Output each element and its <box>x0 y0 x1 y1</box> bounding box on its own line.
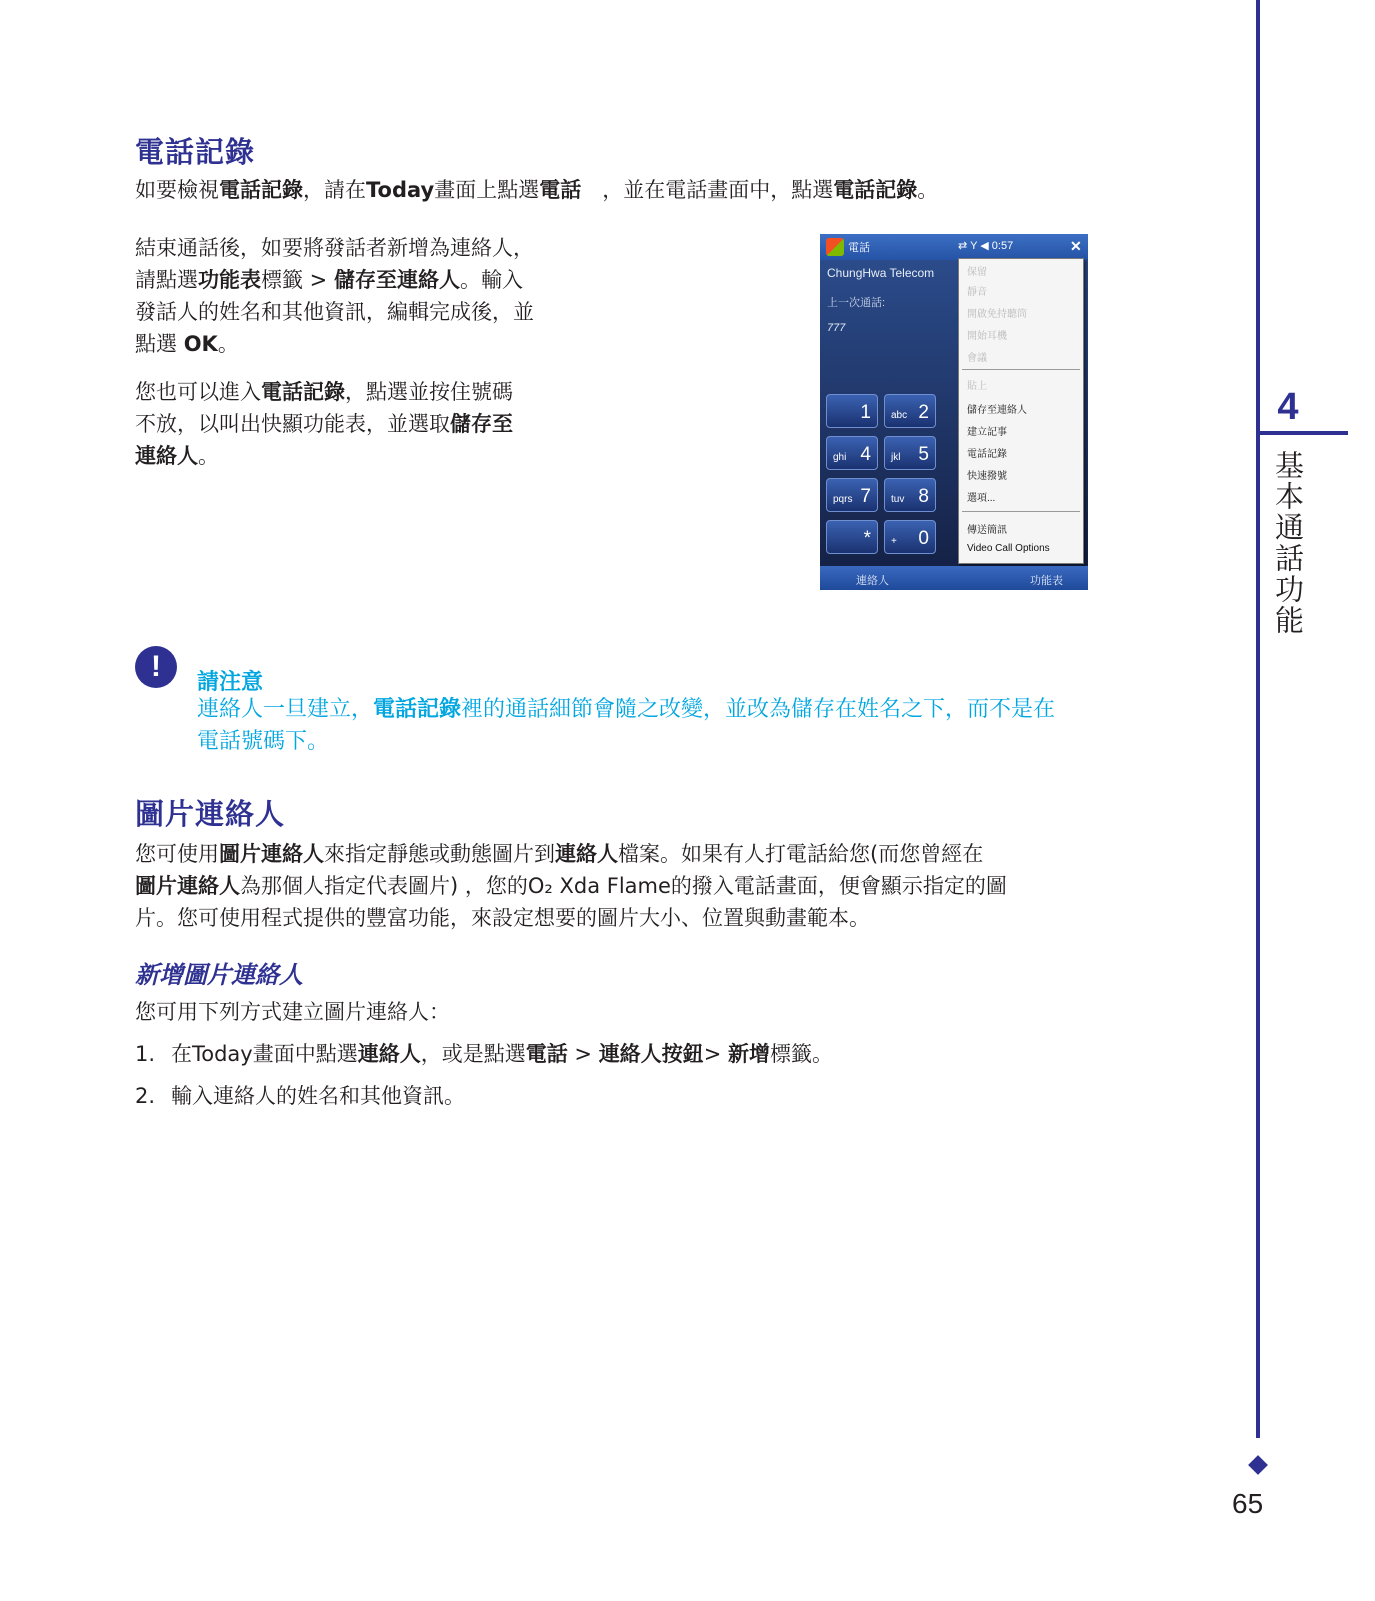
menu-divider <box>962 369 1080 370</box>
text: 點選 <box>135 332 184 356</box>
keypad-key <box>826 520 878 554</box>
text-line: 發話人的姓名和其他資訊，編輯完成後，並 <box>135 300 534 324</box>
context-menu-paragraph <box>135 376 513 472</box>
save-contact-paragraph <box>135 232 534 360</box>
text: ，或是點選 <box>420 1042 526 1066</box>
menu-item: 儲存至連絡人 <box>967 405 1027 416</box>
picture-contacts-paragraph <box>135 838 1007 934</box>
text-line <box>135 838 1007 870</box>
last-call-number: 777 <box>827 322 846 334</box>
key-letters: tuv <box>891 494 905 505</box>
bold-text: 電話記錄 <box>833 178 918 202</box>
chapter-rule-vertical <box>1256 0 1260 1438</box>
bold-text: 儲存至 <box>450 412 513 436</box>
key-letters: jkl <box>891 452 901 463</box>
bold-text: 電話 <box>525 1042 568 1066</box>
bold-text: 連絡人 <box>555 842 618 866</box>
text-line <box>135 264 534 296</box>
text: > <box>703 1042 728 1066</box>
bold-text: 儲存至連絡人 <box>333 268 460 292</box>
step-number: 2. <box>135 1084 156 1108</box>
text: 輸入連絡人的姓名和其他資訊。 <box>171 1084 465 1108</box>
page-number: 65 <box>1232 1488 1264 1519</box>
bold-text: 新增 <box>727 1042 770 1066</box>
menu-item-disabled: 貼上 <box>967 381 987 392</box>
keypad-key <box>884 520 936 554</box>
menu-item: 建立記事 <box>967 427 1007 438</box>
last-call-label: 上一次通話: <box>827 297 886 309</box>
text: 標籤 > <box>261 268 334 292</box>
key-digit: 4 <box>860 444 871 465</box>
menu-item-disabled: 靜音 <box>967 287 987 298</box>
text-line <box>135 408 513 440</box>
text: 來指定靜態或動態圖片到 <box>324 842 555 866</box>
key-letters: abc <box>891 410 908 421</box>
bold-text: 連絡人 <box>135 444 198 468</box>
text: > <box>567 1042 599 1066</box>
menu-item: 電話記錄 <box>967 449 1007 460</box>
keypad-key <box>826 478 878 512</box>
section-heading-picture-contacts: 圖片連絡人 <box>135 797 286 831</box>
menu-item: 快速撥號 <box>967 471 1007 482</box>
text: 在Today畫面中點選 <box>171 1042 358 1066</box>
bold-text: 電話記錄 <box>219 178 303 202</box>
bold-text: 圖片連絡人 <box>135 874 240 898</box>
chapter-number: 4 <box>1277 386 1299 428</box>
key-digit: * <box>863 528 871 549</box>
note-text <box>197 694 1227 758</box>
chapter-rule-horizontal <box>1256 431 1348 435</box>
section-heading-call-history: 電話記錄 <box>135 135 256 169</box>
bold-text: 連絡人按鈕 <box>598 1042 704 1066</box>
text: 您可使用 <box>135 842 219 866</box>
text: ，並在電話畫面中，點選 <box>581 178 834 202</box>
text-line <box>135 440 513 472</box>
text: 。 <box>217 332 239 356</box>
text: ，點選並按住號碼 <box>345 380 513 404</box>
key-digit: 2 <box>918 402 929 423</box>
menu-item: 傳送簡訊 <box>967 525 1007 536</box>
phone-screenshot <box>820 234 1088 590</box>
menu-item: 選項... <box>967 493 996 504</box>
status-icons: ⇄ Y ◀ 0:57 <box>958 240 1014 252</box>
key-letters: pqrs <box>833 494 853 505</box>
step-2 <box>135 1080 465 1112</box>
windows-start-icon <box>826 238 844 256</box>
carrier-name: ChungHwa Telecom <box>827 266 935 280</box>
exclamation-icon: ! <box>135 646 177 688</box>
text: 。輸入 <box>459 268 523 292</box>
close-icon: ✕ <box>1070 238 1082 254</box>
text-line <box>135 376 513 408</box>
menu-item: Video Call Options <box>967 543 1050 554</box>
bold-text: 功能表 <box>198 268 261 292</box>
chapter-title: 基本通話功能 <box>1271 450 1305 636</box>
text: ，請在 <box>303 178 366 202</box>
text: 電話號碼下。 <box>197 729 330 754</box>
text: 檔案。如果有人打電話給您(而您曾經在 <box>618 842 984 866</box>
softkey-left: 連絡人 <box>856 575 889 587</box>
bold-text: 圖片連絡人 <box>219 842 324 866</box>
keypad-key <box>884 394 936 428</box>
text: 如要檢視 <box>135 178 219 202</box>
phone-title: 電話 <box>848 242 870 254</box>
key-digit: 8 <box>918 486 929 507</box>
text: 為那個人指定代表圖片) ，您的O₂ Xda Flame的撥入電話畫面，便會顯示指定的圖 <box>240 874 1007 898</box>
text: 。 <box>198 444 219 468</box>
softkey-right: 功能表 <box>1030 575 1063 587</box>
key-letters: ghi <box>833 452 847 463</box>
text: 不放，以叫出快顯功能表，並選取 <box>135 412 450 436</box>
keypad-key <box>884 478 936 512</box>
text: 裡的通話細節會隨之改變，並改為儲存在姓名之下，而不是在 <box>461 697 1056 722</box>
bold-text: 電話 <box>539 178 582 202</box>
note-title: 請注意 <box>197 670 264 695</box>
step-number: 1. <box>135 1042 156 1066</box>
keypad-key <box>826 394 878 428</box>
text-line <box>135 870 1007 902</box>
text-line: 結束通話後，如要將發話者新增為連絡人， <box>135 236 534 260</box>
step-1 <box>135 1038 833 1070</box>
keypad-key <box>884 436 936 470</box>
key-letters: + <box>891 536 897 547</box>
bold-text: 連絡人 <box>357 1042 421 1066</box>
text: 請點選 <box>135 268 198 292</box>
diamond-marker-icon <box>1248 1455 1268 1475</box>
bold-text: 電話記錄 <box>373 697 462 722</box>
text: 您也可以進入 <box>135 380 261 404</box>
key-digit: 0 <box>918 528 929 549</box>
menu-divider <box>962 511 1080 512</box>
call-history-intro <box>135 174 938 206</box>
text-line <box>135 328 534 360</box>
bold-text: OK <box>183 332 218 356</box>
keypad-key <box>826 436 878 470</box>
menu-item-disabled: 會議 <box>967 353 987 364</box>
phone-popup-menu <box>958 258 1084 564</box>
text-line: 片。您可使用程式提供的豐富功能，來設定想要的圖片大小、位置與動畫範本。 <box>135 906 870 930</box>
text: 標籤。 <box>769 1042 833 1066</box>
key-digit: 5 <box>918 444 929 465</box>
text: 畫面上點選 <box>434 178 540 202</box>
menu-item-disabled: 保留 <box>967 267 987 278</box>
bold-text: Today <box>366 178 435 202</box>
key-digit: 1 <box>860 402 871 423</box>
bold-text: 電話記錄 <box>261 380 345 404</box>
text: 。 <box>917 178 939 202</box>
menu-item-disabled: 開啟免持聽筒 <box>967 309 1027 320</box>
menu-item-disabled: 開始耳機 <box>967 331 1007 342</box>
key-digit: 7 <box>860 486 871 507</box>
subsection-heading-add-picture-contact: 新增圖片連絡人 <box>135 961 303 989</box>
add-picture-contact-intro: 您可用下列方式建立圖片連絡人： <box>135 1000 450 1024</box>
text: 連絡人一旦建立， <box>197 697 374 722</box>
